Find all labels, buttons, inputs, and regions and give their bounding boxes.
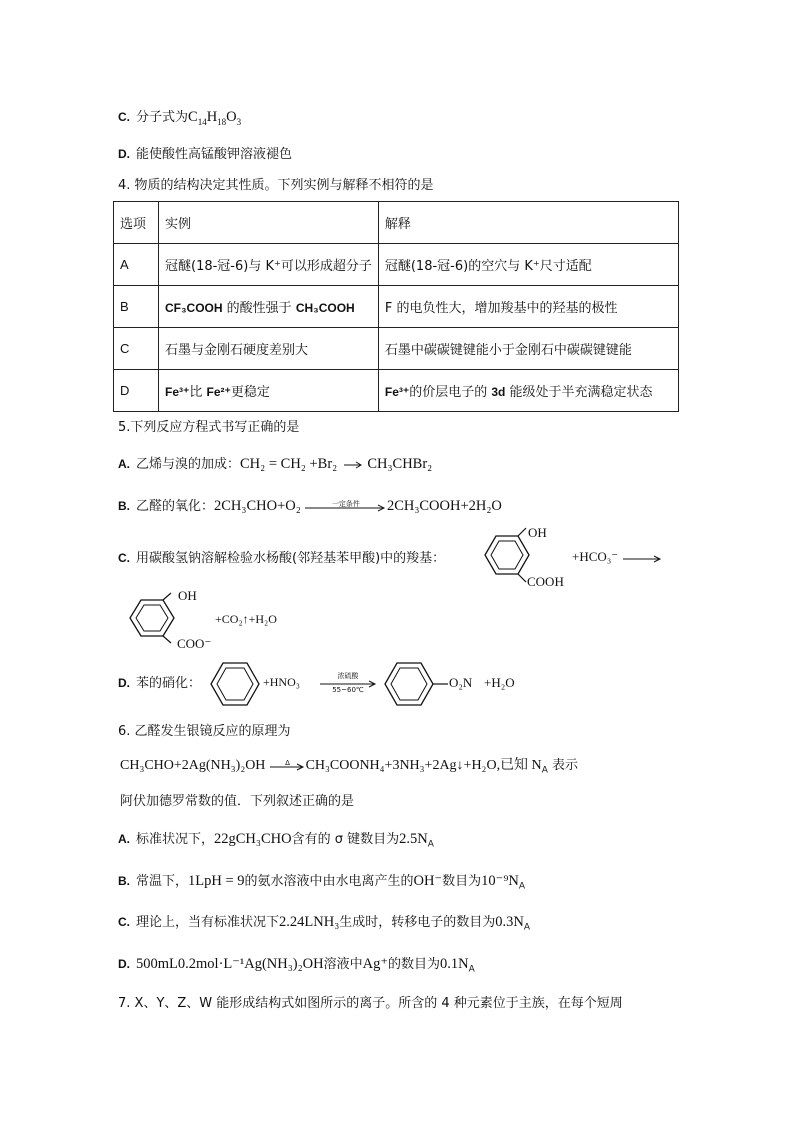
explanation-cell: F 的电负性大，增加羧基中的羟基的极性 [378, 286, 678, 328]
q6-option-c: C. 理论上，当有标准状况下2.24LNH₃生成时，转移电子的数目为$0.3N_A$ [118, 914, 531, 933]
option-text: 苯的硝化： [136, 676, 202, 691]
table-header: 解释 [378, 202, 678, 244]
table-header: 选项 [114, 202, 159, 244]
option-text: 乙烯与溴的加成： [136, 457, 241, 472]
reaction-condition: Δ [285, 758, 290, 767]
q5-option-d [118, 673, 201, 694]
option-text: 分子式为 [136, 110, 189, 125]
example-cell: 石墨与金刚石硬度差别大 [159, 328, 379, 370]
equation-right: CH₃COONH₄+3NH₃+2Ag↓+H₂O [305, 758, 497, 773]
option-text: 能使酸性高锰酸钾溶液褪色 [136, 147, 293, 162]
q5-option-b [118, 496, 502, 517]
table-row [114, 328, 679, 370]
reagent-nitric-acid: +HNO₃ [263, 675, 300, 689]
option-label: D. [118, 676, 130, 690]
option-cell: C [114, 328, 159, 370]
question-4-table [113, 201, 679, 412]
molecular-formula: $C_{14}H_{18}O_3$ [188, 109, 242, 127]
products: +CO₂↑+H₂O [215, 612, 277, 626]
example-cell: Fe³⁺比 Fe²⁺更稳定 [159, 370, 379, 412]
option-cell: A [114, 244, 159, 286]
q5-option-a [118, 454, 432, 475]
carboxylate-label: COO⁻ [177, 636, 212, 651]
table-row [114, 370, 679, 412]
question-6-stem-continued: 阿伏加德罗常数的值．下列叙述正确的是 [120, 794, 355, 809]
reaction-arrow-with-condition [305, 500, 387, 514]
reaction-arrow [305, 500, 387, 514]
question-7-stem: 7. X、Y、Z、W 能形成结构式如图所示的离子。所含的 4 种元素位于主族，在每个短周 [118, 996, 623, 1011]
equation-left: CH₃CHO+2Ag(NH₃)₂OH [120, 758, 266, 773]
q5-option-c [118, 548, 445, 569]
q6-option-b: B. 常温下，1LpH = 9的氨水溶液中由水电离产生的OH⁻数目为$10^{-9}N_A$ [118, 873, 526, 892]
nitrobenzene-structure [380, 660, 450, 708]
equation-left: CH₂ = CH₂ +Br₂ [240, 456, 338, 472]
explanation-cell: 冠醚(18-冠-6)的空穴与 K⁺尺寸适配 [378, 244, 678, 286]
hydroxyl-label: OH [178, 588, 197, 603]
option-label: B. [118, 499, 130, 513]
option-text: 用碳酸氢钠溶解检验水杨酸(邻羟基苯甲酸)中的羧基： [136, 551, 446, 566]
reaction-arrow-with-condition [270, 759, 306, 773]
q6-option-d: D. 500mL0.2mol·L⁻¹Ag(NH₃)₂OH溶液中Ag⁺的数目为$0.1N_A$ [118, 956, 475, 975]
question-6-stem: 6. 乙醛发生银镜反应的原理为 [118, 724, 291, 739]
q6-option-a: A. 标准状况下，22gCH₃CHO含有的 σ 键数目为$2.5N_A$ [118, 831, 434, 850]
option-cell: D [114, 370, 159, 412]
silver-mirror-equation: CH₃CHO+2Ag(NH₃)₂OH Δ CH₃COONH₄+3NH₃+2Ag↓+H₂O,已知 $N_A$ 表示 [120, 756, 578, 781]
reaction-arrow [623, 554, 663, 564]
option-d [118, 144, 292, 165]
table-header-row [114, 202, 679, 244]
benzene-structure [206, 660, 264, 708]
reaction-temperature: 55~60℃ [332, 686, 364, 694]
example-cell: 冠醚(18-冠-6)与 K⁺可以形成超分子 [159, 244, 379, 286]
reagent-bicarbonate: +HCO₃⁻ [572, 549, 619, 564]
reaction-arrow [344, 460, 364, 470]
option-label: C. [118, 551, 130, 565]
option-label: A. [118, 457, 130, 471]
option-label: D. [118, 147, 130, 161]
example-cell: CF₃COOH 的酸性强于 CH₃COOH [159, 286, 379, 328]
table-header: 实例 [159, 202, 379, 244]
reaction-arrow [270, 759, 306, 773]
option-cell: B [114, 286, 159, 328]
table-row [114, 286, 679, 328]
table-row [114, 244, 679, 286]
equation-right: CH₃CHBr₂ [367, 456, 433, 472]
question-5-stem: 5.下列反应方程式书写正确的是 [118, 420, 300, 435]
option-text: 乙醛的氧化： [136, 499, 215, 514]
explanation-cell: Fe³⁺的价层电子的 3d 能级处于半充满稳定状态 [378, 370, 678, 412]
hydroxyl-label: OH [528, 525, 547, 540]
option-c [118, 107, 241, 132]
nitro-group-label: O₂N [449, 675, 473, 690]
product-water: +H₂O [484, 675, 515, 690]
explanation-cell: 石墨中碳碳键键能小于金刚石中碳碳键键能 [378, 328, 678, 370]
option-label: C. [118, 110, 130, 124]
equation-left: 2CH₃CHO+O₂ [214, 498, 301, 514]
question-4-stem: 4. 物质的结构决定其性质。下列实例与解释不相符的是 [118, 178, 434, 193]
reaction-condition: 浓硫酸 [337, 672, 359, 680]
carboxyl-label: COOH [527, 574, 564, 589]
reaction-condition: 一定条件 [331, 499, 360, 508]
equation-right: 2CH₃COOH+2H₂O [386, 498, 502, 514]
